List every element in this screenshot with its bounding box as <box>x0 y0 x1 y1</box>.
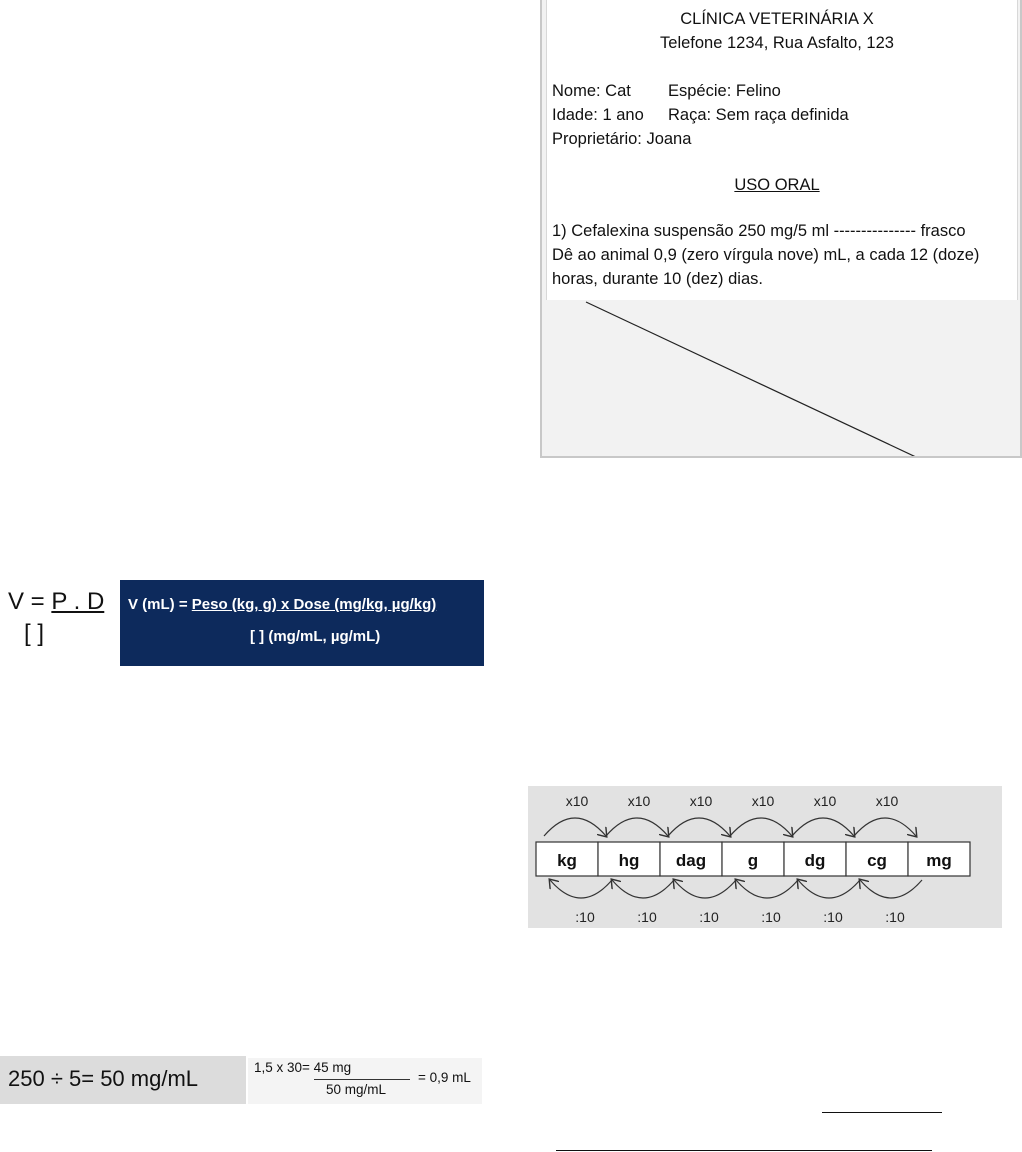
patient-breed: Raça: Sem raça definida <box>668 106 849 124</box>
multiply-arrow <box>730 818 792 836</box>
clinic-name: CLÍNICA VETERINÁRIA X <box>680 10 874 28</box>
volume-result: = 0,9 mL <box>418 1070 471 1085</box>
patient-owner: Proprietário: Joana <box>552 130 692 148</box>
patient-name: Nome: Cat <box>552 82 631 100</box>
route-heading: USO ORAL <box>734 176 820 194</box>
mass-units-conversion-diagram <box>528 786 1002 928</box>
volume-numerator: 1,5 x 30= 45 mg <box>254 1060 352 1075</box>
divide-arrow <box>798 880 860 898</box>
concentration-calculation <box>0 1056 246 1104</box>
formula-box-denominator: [ ] (mg/mL, µg/mL) <box>250 628 381 645</box>
formula-lhs: V = <box>8 588 52 615</box>
blank-line-short <box>822 1112 942 1113</box>
divide-arrow <box>612 880 674 898</box>
multiply-label: x10 <box>689 793 713 809</box>
clinic-contact: Telefone 1234, Rua Asfalto, 123 <box>660 34 894 52</box>
formula-denominator: [ ] <box>24 620 45 647</box>
divide-arrow <box>736 880 798 898</box>
unit-label-hg: hg <box>618 851 640 870</box>
volume-denominator: 50 mg/mL <box>326 1082 387 1097</box>
formula-numerator: P . D <box>51 588 105 615</box>
unit-label-dg: dg <box>804 851 826 870</box>
multiply-label: x10 <box>875 793 899 809</box>
divide-label: :10 <box>699 909 719 925</box>
prescription-item-line1: 1) Cefalexina suspensão 250 mg/5 ml --------------- frasco <box>552 222 966 240</box>
prescription-item-line3: horas, durante 10 (dez) dias. <box>552 270 763 288</box>
fraction-line <box>314 1079 410 1080</box>
multiply-label: x10 <box>565 793 589 809</box>
divide-label: :10 <box>885 909 905 925</box>
patient-species: Espécie: Felino <box>668 82 781 100</box>
volume-calculation <box>248 1058 482 1104</box>
divide-arrow <box>550 880 612 898</box>
unit-label-g: g <box>747 851 759 870</box>
divide-label: :10 <box>761 909 781 925</box>
multiply-label: x10 <box>627 793 651 809</box>
divide-label: :10 <box>575 909 595 925</box>
unit-label-cg: cg <box>867 851 887 870</box>
multiply-arrow <box>792 818 854 836</box>
multiply-arrow <box>854 818 916 836</box>
multiply-label: x10 <box>751 793 775 809</box>
multiply-arrow <box>544 818 606 836</box>
multiply-label: x10 <box>813 793 837 809</box>
multiply-arrow <box>668 818 730 836</box>
patient-age: Idade: 1 ano <box>552 106 644 124</box>
divide-label: :10 <box>637 909 657 925</box>
divide-arrow <box>674 880 736 898</box>
blank-line-long <box>556 1150 932 1151</box>
volume-formula-simple <box>8 588 108 658</box>
formula-box-numerator: Peso (kg, g) x Dose (mg/kg, µg/kg) <box>191 596 437 613</box>
volume-formula-box <box>120 580 484 666</box>
divide-label: :10 <box>823 909 843 925</box>
unit-label-kg: kg <box>557 851 577 870</box>
multiply-arrow <box>606 818 668 836</box>
prescription-card <box>540 0 1022 458</box>
strike-through-line <box>542 0 1022 458</box>
concentration-text: 250 ÷ 5= 50 mg/mL <box>8 1066 199 1091</box>
units-diagram-svg <box>528 786 1002 928</box>
prescription-item-line2: Dê ao animal 0,9 (zero vírgula nove) mL, a cada 12 (doze) <box>552 246 980 264</box>
formula-box-prefix: V (mL) = <box>128 596 192 613</box>
unit-label-dag: dag <box>675 851 707 870</box>
unit-label-mg: mg <box>926 851 952 870</box>
divide-arrow <box>860 880 922 898</box>
